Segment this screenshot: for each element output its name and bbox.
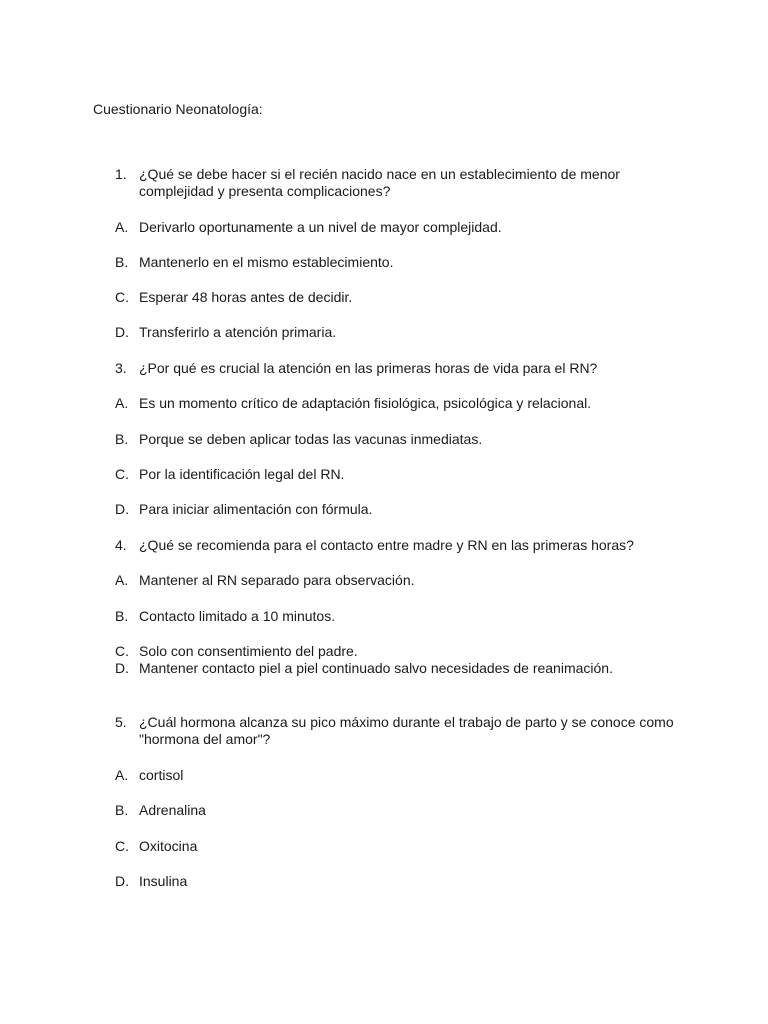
question-item <box>115 166 675 200</box>
answer-option <box>115 643 675 660</box>
option-letter: B. <box>115 802 129 818</box>
question-number: 5. <box>115 714 127 730</box>
option-text: Insulina <box>139 873 188 889</box>
option-letter: A. <box>115 219 129 235</box>
option-text: Contacto limitado a 10 minutos. <box>139 608 336 624</box>
document-title: Cuestionario Neonatología: <box>93 101 263 117</box>
option-text: Para iniciar alimentación con fórmula. <box>139 501 373 517</box>
option-letter: C. <box>115 466 129 482</box>
option-letter: C. <box>115 838 129 854</box>
question-item <box>115 537 675 554</box>
answer-option <box>115 289 675 306</box>
option-text: cortisol <box>139 767 184 783</box>
answer-option <box>115 572 675 589</box>
answer-option <box>115 838 675 855</box>
option-text: Mantener contacto piel a piel continuado salvo necesidades de reanimación. <box>139 660 613 676</box>
option-text: Es un momento crítico de adaptación fisiológica, psicológica y relacional. <box>139 395 592 411</box>
answer-option <box>115 466 675 483</box>
option-text: Adrenalina <box>139 802 206 818</box>
option-text: Mantener al RN separado para observación. <box>139 572 415 588</box>
answer-option <box>115 431 675 448</box>
option-letter: D. <box>115 324 129 340</box>
answer-option <box>115 802 675 819</box>
option-text: Derivarlo oportunamente a un nivel de mayor complejidad. <box>139 219 502 235</box>
option-text: Solo con consentimiento del padre. <box>139 643 358 659</box>
answer-option <box>115 254 675 271</box>
option-text: Esperar 48 horas antes de decidir. <box>139 289 353 305</box>
question-number: 1. <box>115 166 127 182</box>
option-letter: C. <box>115 643 129 659</box>
question-item <box>115 360 675 377</box>
option-letter: A. <box>115 767 129 783</box>
option-letter: A. <box>115 395 129 411</box>
option-text: Por la identificación legal del RN. <box>139 466 345 482</box>
option-letter: B. <box>115 431 129 447</box>
option-letter: D. <box>115 873 129 889</box>
option-letter: D. <box>115 501 129 517</box>
answer-option <box>115 660 675 677</box>
option-letter: A. <box>115 572 129 588</box>
question-text: ¿Qué se debe hacer si el recién nacido nace en un establecimiento de menor complejidad y presenta complicaciones? <box>139 166 620 199</box>
question-text: ¿Por qué es crucial la atención en las primeras horas de vida para el RN? <box>139 360 598 376</box>
option-text: Transferirlo a atención primaria. <box>139 324 337 340</box>
option-letter: C. <box>115 289 129 305</box>
question-number: 4. <box>115 537 127 553</box>
option-text: Oxitocina <box>139 838 198 854</box>
answer-option <box>115 395 675 412</box>
option-text: Mantenerlo en el mismo establecimiento. <box>139 254 394 270</box>
answer-option <box>115 873 675 890</box>
answer-option <box>115 608 675 625</box>
question-item <box>115 714 675 748</box>
answer-option <box>115 767 675 784</box>
question-text: ¿Qué se recomienda para el contacto entre madre y RN en las primeras horas? <box>139 537 634 553</box>
option-letter: D. <box>115 660 129 676</box>
question-text: ¿Cuál hormona alcanza su pico máximo durante el trabajo de parto y se conoce como "hormona del amor"? <box>139 714 674 747</box>
answer-option <box>115 324 675 341</box>
option-letter: B. <box>115 254 129 270</box>
option-text: Porque se deben aplicar todas las vacunas inmediatas. <box>139 431 483 447</box>
question-number: 3. <box>115 360 127 376</box>
answer-option <box>115 219 675 236</box>
option-letter: B. <box>115 608 129 624</box>
answer-option <box>115 501 675 518</box>
